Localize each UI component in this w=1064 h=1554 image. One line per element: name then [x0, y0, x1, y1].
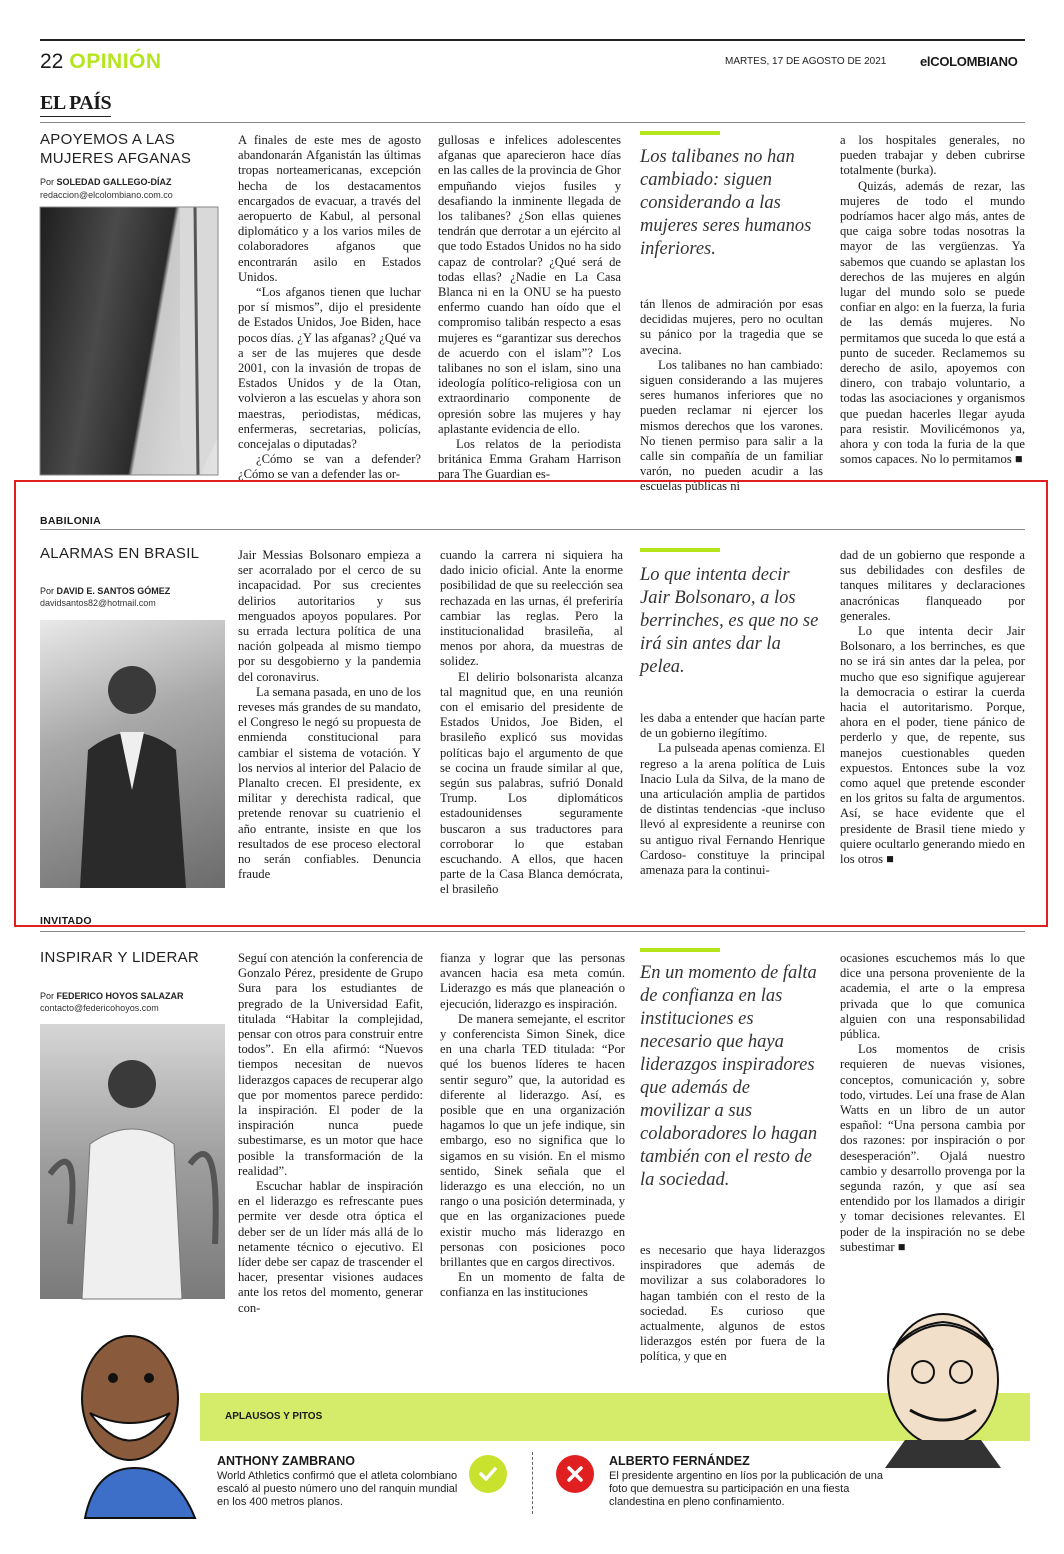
- pen-illustration: [40, 207, 218, 475]
- portrait-silhouette: [40, 1024, 225, 1299]
- pull-quote: En un momento de falta de confianza en las instituciones es necesario que haya liderazgos inspiradores que además de movilizar a sus colaboradores lo hagan también con el resto de la sociedad.: [640, 963, 818, 1190]
- illustration-image: [40, 207, 218, 475]
- author-name: SOLEDAD GALLEGO-DÍAZ: [56, 177, 172, 187]
- article1-col2: gullosas e infelices adolescentes afganas que aparecieron hace días en las calles de la provincia de Ghor empuñando viejos fusiles y desafiando la inminente llegada de los talibanes? ¿Son ellas quienes tendrán que derrotar a un ejército al que todo Estados Unidos no ha sido capaz de controlar? ¿Qué será de todas ellas? ¿Nadie en La Casa Blanca ni en la ONU se ha puesto enfermo cuando han oído que el compromiso talibán respecto a esas mujeres es “garantizar sus derechos de acuerdo con el islam”? Los talibanes no son el islam, sino una ideología político-religiosa con un extraordinario componente de opresión sobre las mujeres y hay aplastante evidencia de ello. Los relatos de la periodista británica Emma Graham Harrison para The Guardian es-: [438, 133, 621, 482]
- section-tag: BABILONIA: [40, 515, 102, 527]
- pull-quote: Lo que intenta decir Jair Bolsonaro, a los berrinches, es que no se irá sin antes dar la pelea.: [640, 565, 819, 677]
- article3-col3: es necesario que haya liderazgos inspiradores que además de movilizar a sus colaboradores lo hagan también con el resto de la sociedad. Es curioso que actualmente, algunos de estos liderazgos estén por fuera de la política, y que en: [640, 1243, 825, 1364]
- issue-date: MARTES, 17 DE AGOSTO DE 2021: [725, 56, 887, 67]
- article3-col2: fianza y lograr que las personas avancen hacia esa meta común. Liderazgo es más que planeación o ejecución, liderazgo es inspiración. De manera semejante, el escritor y conferencista Simon Sinek, dice en una charla TED titulada: “Por qué los buenos líderes te hacen sentir seguro” que, la autoridad es diferente al liderazgo. Así, es posible que en una organización hagamos lo que un jefe indique, sin embargo, eso no significa que lo sigamos en su visión. En el mismo sentido, Sinek señala que el liderazgo es una elección, no un rango o una posición determinada, y que en las organizaciones puede existir mucho más liderazgo en personas con posiciones poco brillantes que en cargos directivos. En un momento de falta de confianza en las instituciones: [440, 951, 625, 1300]
- caricature-left: [55, 1318, 215, 1518]
- pull-quote-bar: [640, 131, 720, 135]
- page-number: 22: [40, 50, 64, 73]
- page-header: [40, 50, 162, 74]
- footer-right-text: El presidente argentino en líos por la publicación de una foto que demuestra su participación en una fiesta clandestina en pleno confinamiento.: [609, 1470, 883, 1508]
- caricature-right: [855, 1300, 1030, 1468]
- author-email[interactable]: redaccion@elcolombiano.com.co: [40, 190, 173, 200]
- article1-col3: tán llenos de admiración por esas decididas mujeres, pero no ocultan su pánico por la tragedia que se avecina. Los talibanes no han cambiado: siguen considerando a las mujeres seres humanos inferiores que no pueden reclamar ni ejercer los mismos derechos que los varones. No tienen permiso para salir a la calle sin compañía de un familiar varón, no pueden acudir a las escuelas públicas ni: [640, 297, 823, 494]
- newspaper-brand: elCOLOMBIANO: [920, 54, 1018, 69]
- divider: [40, 122, 1025, 123]
- article1-col1: A finales de este mes de agosto abandonarán Afganistán las últimas tropas norteamericanas, excepción hecha de los destacamentos encargados de evacuar, a través del aeropuerto de Kabul, al personal diplomático y a los varios miles de colaboradores afganos que encontrarán asilo en Estados Unidos. “Los afganos tienen que luchar por sí mismos”, dijo el presidente de Estados Unidos, Joe Biden, hace pocos días. ¿Y las afganas? ¿Qué va a ser de las mujeres que desde 2001, con la invasión de tropas de Estados Unidos y de la Otan, volvieron a las escuelas y ahora son maestras, periodistas, médicas, enfermeras, secretarias, policías, concejalas o diputadas? ¿Cómo se van a defender? ¿Cómo se van a defender las or-: [238, 133, 421, 482]
- article2-col1: Jair Messias Bolsonaro empieza a ser acorralado por el cerco de su incapacidad. Por sus crecientes delirios autoritarios y sus menguados apoyos populares. Por su errada lectura política de una nación golpeada al mismo tiempo por su desgobierno y la pandemia del coronavirus. La semana pasada, en uno de los reveses más grandes de su mandato, el Congreso le negó su propuesta de enmienda constitucional para cambiar el sistema de votación. Y los nervios al interior del Palacio de Planalto crecen. El presidente, ex militar y derechista radical, que pretende renovar su cuatrienio el año entrante, insiste en que los resultados de ese proceso electoral no serán confiables. Denuncia fraude: [238, 548, 421, 882]
- article1-col4: a los hospitales generales, no pueden trabajar y deben cubrirse totalmente (burka). Quizás, además de rezar, las mujeres de todo el mundo podríamos hacer algo más, antes de que caiga sobre todas nosotras la mayor de las vergüenzas. Ya sabemos que cuando se aplastan los derechos de las mujeres en algún lugar del mundo solo se puede confiar en algo: en la fuerza, la furia de las demás mujeres. No permitamos que suceda lo que está a punto de suceder. Reclamemos su derecho de asilo, apoyemos con dinero, con trabajo voluntario, a todas las asociaciones y organismos que puedan hacerles llegar ayuda para resistir. Movilicémonos ya, ahora y con toda la furia de la que somos capaces. No lo permitamos ■: [840, 133, 1025, 467]
- article2-col2: cuando la carrera ni siquiera ha dado inicio oficial. Ante la enorme posibilidad de que su reelección sea rechazada en las urnas, él preferiría cambiar las reglas. Pero la institucionalidad brasileña, al menos por ahora, da muestras de solidez. El delirio bolsonarista alcanza tal magnitud que, en una reunión con el emisario del presidente de Estados Unidos, Joe Biden, el brasileño explicó sus movidas políticas bajo el argumento de que se cocina un fraude similar al que, según sus palabras, sufrió Donald Trump. Los diplomáticos estadounidenses seguramente buscaron a sus traductores para corroborar lo que estaban escuchando. A ellos, que hacen parte de la Casa Blanca demócrata, el brasileño: [440, 548, 623, 897]
- article3-col4: ocasiones escuchemos más lo que dice una persona proveniente de la academia, el arte o la empresa privada que lo que comunica alguien con una responsabilidad pública. Los momentos de crisis requieren de nuevas visiones, conceptos, comunicación y, sobre todo, virtudes. Leí una frase de Alan Watts en un libro de un autor español: “Una persona cambia por dos razones: por inspiración o por desesperación”. Ojalá nuestro cambio y desarrollo provenga por la segunda razón, y que así sea entendido por los llamados a dirigir y tomar decisiones relevantes. El poder de la inspiración no se debe subestimar ■: [840, 951, 1025, 1254]
- check-icon: [469, 1455, 507, 1493]
- section-name: OPINIÓN: [69, 50, 162, 73]
- caricature-fernandez: [855, 1300, 1030, 1468]
- author-name: DAVID E. SANTOS GÓMEZ: [56, 586, 171, 596]
- author-name: FEDERICO HOYOS SALAZAR: [56, 991, 184, 1001]
- footer-left-text: World Athletics confirmó que el atleta colombiano escaló al puesto número uno del ranquin mundial en los 400 metros planos.: [217, 1470, 458, 1508]
- divider: [40, 931, 1025, 932]
- article-title: ALARMAS EN BRASIL: [40, 545, 200, 562]
- article2-col3: les daba a entender que hacían parte de un gobierno ilegítimo. La pulseada apenas comienza. El regreso a la arena política de Luis Inacio Lula da Silva, de la mano de una articulación amplia de partidos de distintas tendencias -que incluso llevó al expresidente a reunirse con su antiguo rival Fernando Henrique Cardoso- constituye la principal amenaza para la continui-: [640, 711, 825, 878]
- author-photo: [40, 1024, 225, 1299]
- byline: Por FEDERICO HOYOS SALAZAR: [40, 991, 184, 1001]
- author-email[interactable]: contacto@federicohoyos.com: [40, 1003, 159, 1013]
- byline: Por DAVID E. SANTOS GÓMEZ: [40, 586, 171, 596]
- footer-left-name: ANTHONY ZAMBRANO: [217, 1454, 355, 1468]
- pull-quote-bar: [640, 948, 720, 952]
- footer-title: APLAUSOS Y PITOS: [225, 1411, 323, 1422]
- cross-icon: [556, 1455, 594, 1493]
- header-rule: [40, 39, 1025, 41]
- article3-col1: Seguí con atención la conferencia de Gonzalo Pérez, presidente de Grupo Sura para los estudiantes de pregrado de la Universidad Eafit, titulada “Habitar la complejidad, pensar con otros para construir entre todos”. En ella afirmó: “Nuevos tiempos necesitan de nuevos liderazgos capaces de recuperar algo que por momentos parece perdido: la inspiración. El poder de la inspiración nunca puede subestimarse, es un motor que hace posible la transformación de la realidad”. Escuchar hablar de inspiración en el liderazgo es refrescante pues permite ver desde otra óptica el deber ser de un líder más allá de lo netamente técnico o ejecutivo. El líder debe ser capaz de trascender el hacer, presentar visiones audaces ante los retos del momento, generar con-: [238, 951, 423, 1315]
- author-email[interactable]: davidsantos82@hotmail.com: [40, 598, 156, 608]
- highlight-box: [14, 480, 1048, 927]
- footer-right-name: ALBERTO FERNÁNDEZ: [609, 1454, 750, 1468]
- pull-quote: Los talibanes no han cambiado: siguen considerando a las mujeres seres humanos inferiores.: [640, 147, 812, 259]
- caricature-zambrano: [55, 1318, 215, 1518]
- footer-separator: [532, 1452, 533, 1514]
- article-title: INSPIRAR Y LIDERAR: [40, 949, 200, 966]
- section-tag: INVITADO: [40, 915, 92, 927]
- article2-col4: dad de un gobierno que responde a sus debilidades con desfiles de tanques militares y declaraciones anacrónicas flanqueado por generales. Lo que intenta decir Jair Bolsonaro, a los berrinches, es que no se irá sin antes dar la pelea, por mucho que eso signifique agujerear la democracia o estirar la cuerda hacia el autoritarismo. Porque, ahora en el poder, tiene pánico de perderlo y que, de repente, sus manejos cuestionables queden expuestos. Entonces sube la voz como aquel que pretende esconder en los gritos su falta de argumentos. Así, se hace evidente que el presidente de Brasil tiene miedo y quiere ocultarlo generando miedo en los otros ■: [840, 548, 1025, 867]
- byline: Por SOLEDAD GALLEGO-DÍAZ: [40, 177, 172, 187]
- article-title: APOYEMOS A LAS MUJERES AFGANAS: [40, 131, 192, 167]
- el-pais-logo: EL PAÍS: [40, 92, 111, 117]
